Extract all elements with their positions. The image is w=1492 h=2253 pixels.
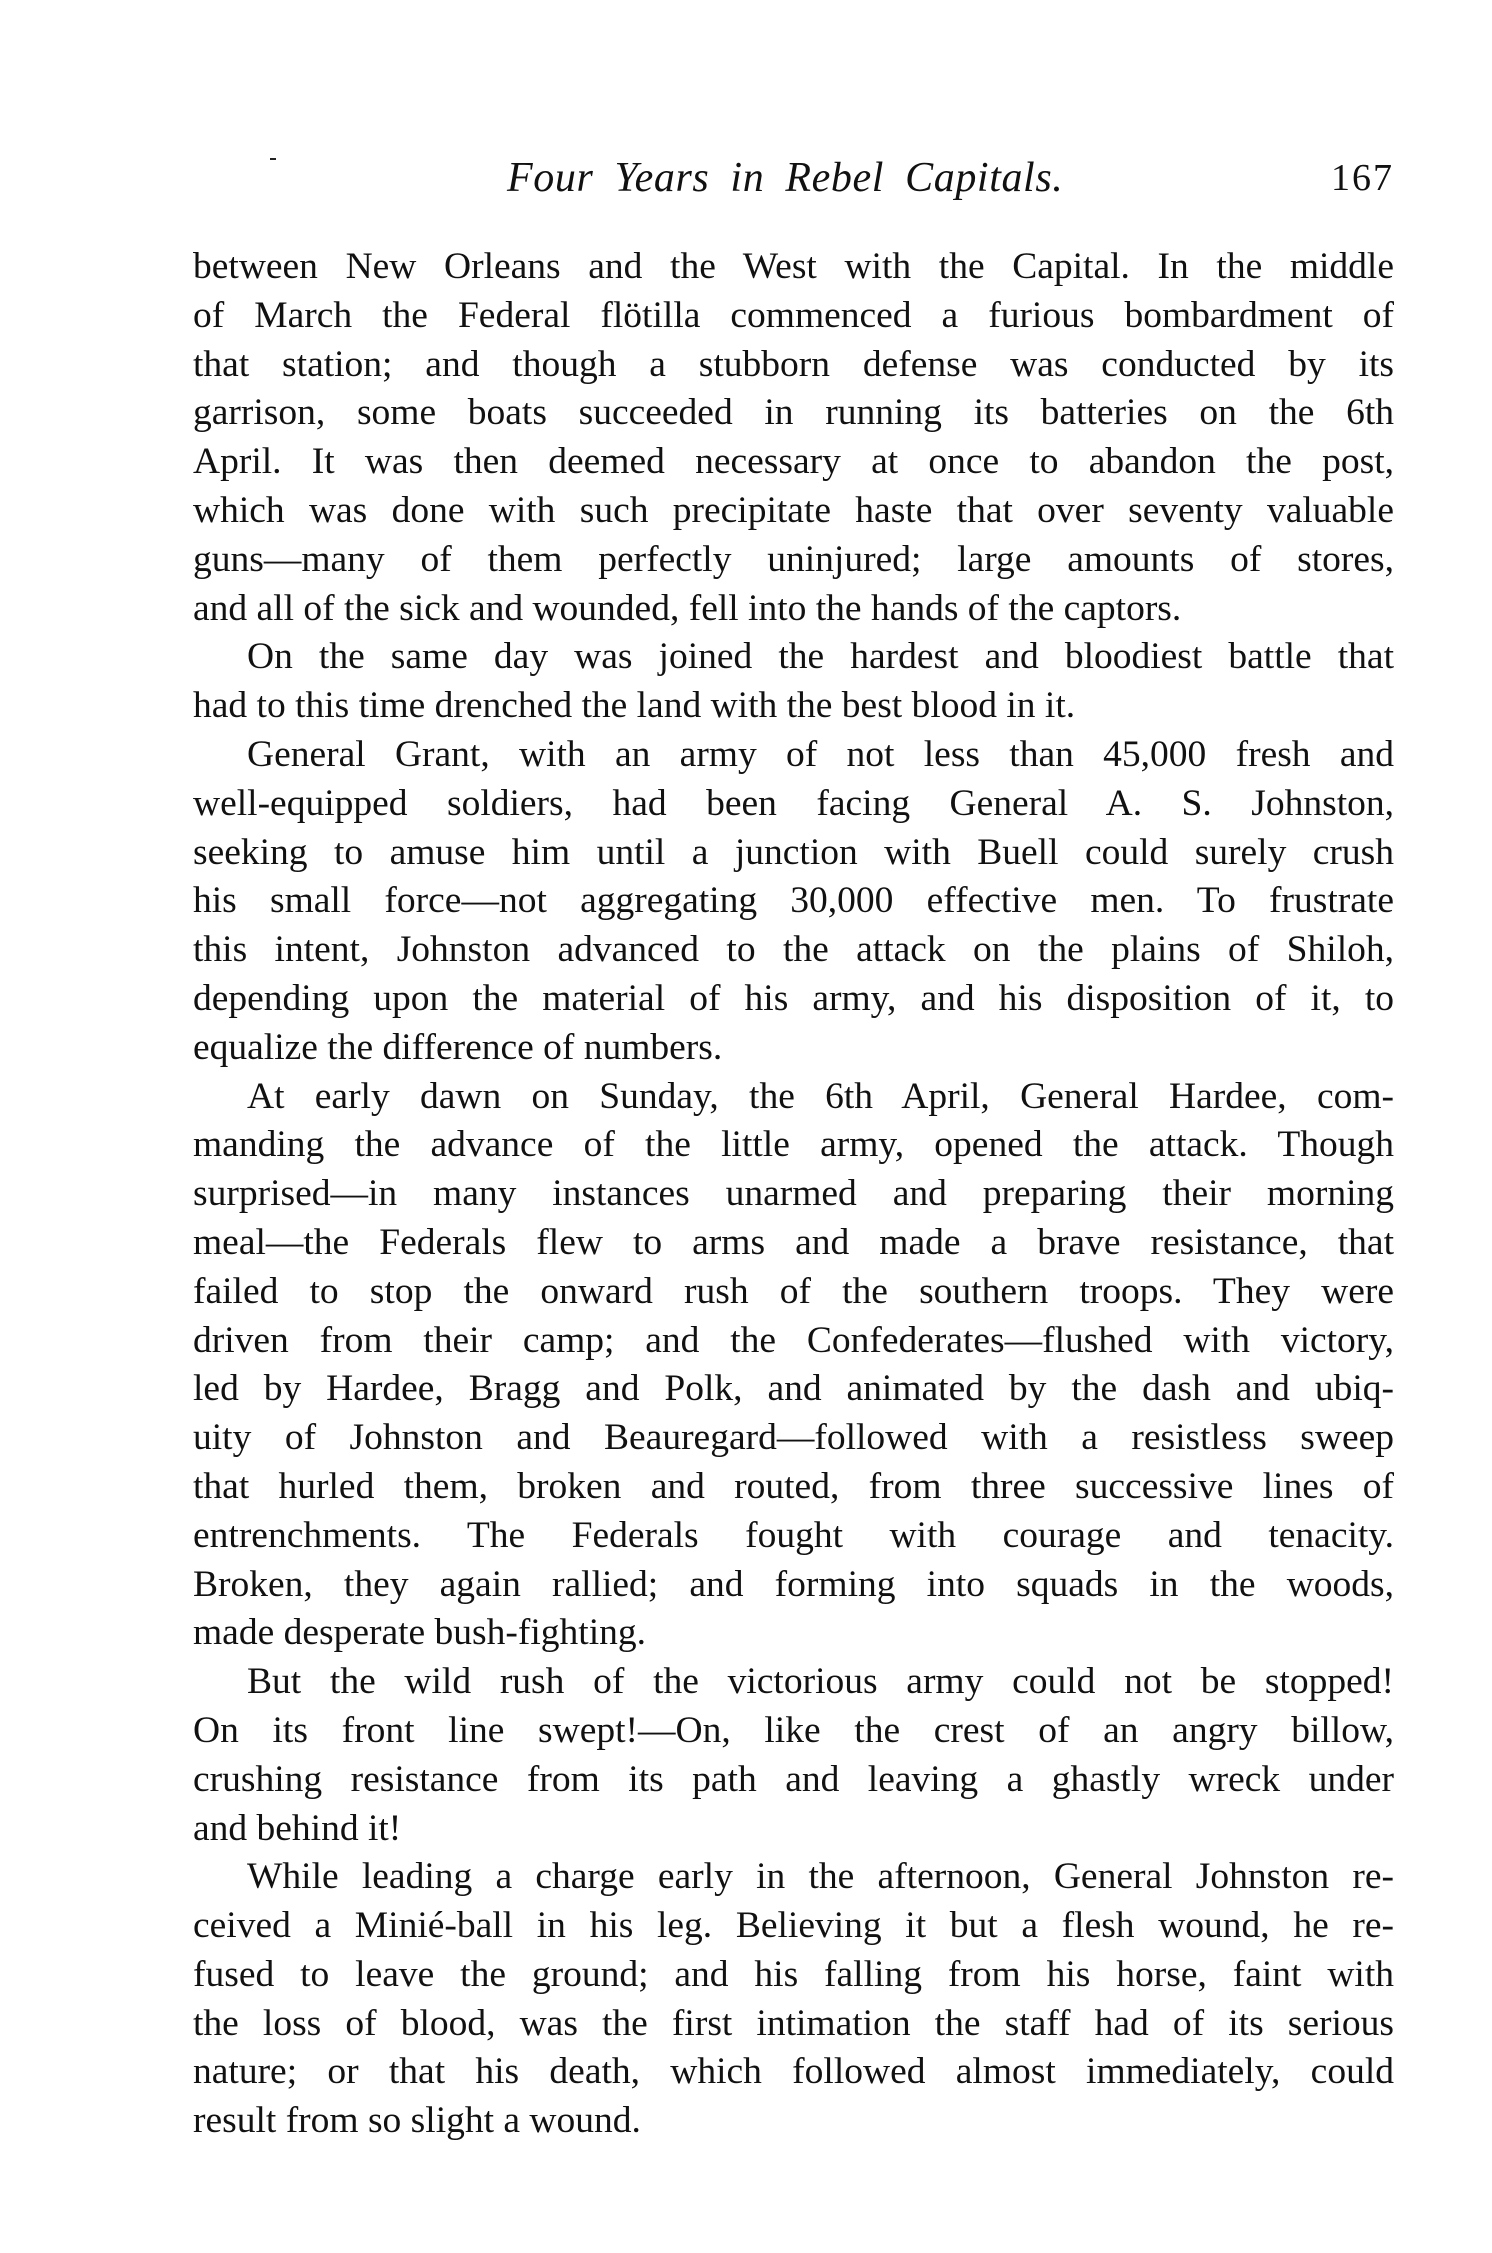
text-line: General Grant, with an army of not less than 45,000 fresh and bbox=[247, 733, 1394, 775]
text-line: made desperate bush-fighting. bbox=[193, 1612, 646, 1654]
body-text bbox=[193, 243, 1394, 2146]
text-line: this intent, Johnston advanced to the attack on the plains of Shiloh, bbox=[193, 929, 1394, 971]
text-line: uity of Johnston and Beauregard—followed with a resistless sweep bbox=[193, 1417, 1394, 1459]
text-line: ceived a Minié-ball in his leg. Believing it but a flesh wound, he re- bbox=[193, 1905, 1394, 1947]
text-line: surprised—in many instances unarmed and preparing their morning bbox=[193, 1173, 1394, 1215]
text-line: guns—many of them perfectly uninjured; large amounts of stores, bbox=[193, 538, 1394, 580]
text-line: driven from their camp; and the Confederates—flushed with victory, bbox=[193, 1319, 1394, 1361]
text-line: result from so slight a wound. bbox=[193, 2100, 641, 2142]
text-line: led by Hardee, Bragg and Polk, and animated by the dash and ubiq- bbox=[193, 1368, 1394, 1410]
paragraph bbox=[193, 633, 1394, 731]
text-line: While leading a charge early in the afternoon, General Johnston re- bbox=[247, 1856, 1394, 1898]
text-line: which was done with such precipitate haste that over seventy valuable bbox=[193, 489, 1394, 531]
text-line: that hurled them, broken and routed, from three successive lines of bbox=[193, 1465, 1394, 1507]
text-line: that station; and though a stubborn defense was conducted by its bbox=[193, 343, 1394, 385]
text-line: meal—the Federals flew to arms and made a brave resistance, that bbox=[193, 1221, 1394, 1263]
page-number: 167 bbox=[1331, 157, 1394, 199]
text-line: his small force—not aggregating 30,000 effective men. To frustrate bbox=[193, 880, 1394, 922]
text-line: manding the advance of the little army, opened the attack. Though bbox=[193, 1124, 1394, 1166]
text-line: the loss of blood, was the first intimation the staff had of its serious bbox=[193, 2002, 1394, 2044]
text-line: crushing resistance from its path and leaving a ghastly wreck under bbox=[193, 1758, 1394, 1800]
text-line: of March the Federal flötilla commenced a furious bombardment of bbox=[193, 294, 1394, 336]
paragraph bbox=[193, 243, 1394, 633]
text-line: and behind it! bbox=[193, 1807, 402, 1849]
paragraph bbox=[193, 731, 1394, 1073]
text-line: garrison, some boats succeeded in running its batteries on the 6th bbox=[193, 392, 1394, 434]
running-title: Four Years in Rebel Capitals. bbox=[507, 155, 1064, 201]
text-line: entrenchments. The Federals fought with courage and tenacity. bbox=[193, 1514, 1394, 1556]
text-line: well-equipped soldiers, had been facing General A. S. Johnston, bbox=[193, 782, 1394, 824]
text-line: had to this time drenched the land with the best blood in it. bbox=[193, 685, 1076, 727]
text-line: But the wild rush of the victorious army could not be stopped! bbox=[247, 1661, 1394, 1703]
text-line: Broken, they again rallied; and forming into squads in the woods, bbox=[193, 1563, 1394, 1605]
text-line: At early dawn on Sunday, the 6th April, General Hardee, com- bbox=[247, 1075, 1394, 1117]
text-line: On the same day was joined the hardest and bloodiest battle that bbox=[247, 636, 1394, 678]
text-line: fused to leave the ground; and his falling from his horse, faint with bbox=[193, 1953, 1394, 1995]
paragraph bbox=[193, 1658, 1394, 1853]
text-line: On its front line swept!—On, like the crest of an angry billow, bbox=[193, 1709, 1394, 1751]
paragraph bbox=[193, 1853, 1394, 2146]
running-header bbox=[193, 150, 1394, 206]
text-line: between New Orleans and the West with the Capital. In the middle bbox=[193, 246, 1394, 287]
text-line: equalize the difference of numbers. bbox=[193, 1026, 723, 1068]
text-line: and all of the sick and wounded, fell into the hands of the captors. bbox=[193, 587, 1182, 629]
paragraph bbox=[193, 1073, 1394, 1659]
text-line: nature; or that his death, which followed almost immediately, could bbox=[193, 2051, 1394, 2093]
text-line: depending upon the material of his army, and his disposition of it, to bbox=[193, 977, 1394, 1019]
text-line: seeking to amuse him until a junction with Buell could surely crush bbox=[193, 831, 1394, 873]
text-line: April. It was then deemed necessary at once to abandon the post, bbox=[193, 441, 1394, 483]
text-line: failed to stop the onward rush of the southern troops. They were bbox=[193, 1270, 1394, 1312]
